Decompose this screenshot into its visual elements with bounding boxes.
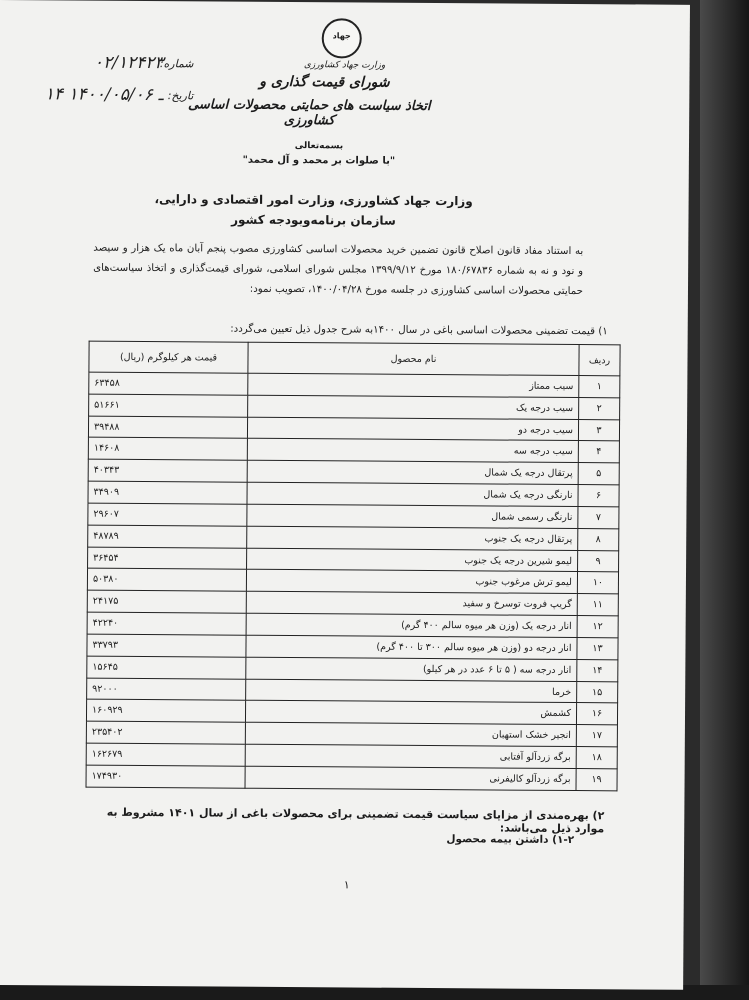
product-name: سیب درجه سه [247,439,578,463]
header-row-number: ردیف [579,345,620,376]
ministry-name: وزارت جهاد کشاورزی [303,60,386,71]
item2-1-paragraph: ۱-۲) داشتن بیمه محصول [446,833,575,847]
product-name: انار درجه یک (وزن هر میوه سالم ۴۰۰ گرم) [246,613,577,637]
row-number: ۱۰ [577,572,618,594]
product-price: ۴۰۳۴۳ [88,459,247,482]
salavat: "با صلوات بر محمد و آل محمد" [242,154,396,167]
row-number: ۱۳ [577,637,618,659]
product-price: ۹۲۰۰۰ [87,678,246,701]
product-name: لیمو ترش مرغوب جنوب [246,570,577,594]
product-price: ۱۶۰۹۲۹ [86,700,245,723]
product-name: برگه زردآلو کالیفرنی [245,766,576,790]
table-header-row [89,341,620,376]
row-number: ۱۴ [577,659,618,681]
item1-heading: ۱) قیمت تضمینی محصولات اساسی باغی در سال ۱۴۰۰به شرح جدول ذیل تعیین می‌گردد: [230,323,608,338]
reference-block [43,52,194,121]
page-number: ۱ [343,878,350,892]
row-number: ۱۹ [576,768,617,790]
product-name: پرتقال درجه یک شمال [247,461,578,485]
product-price: ۱۶۲۶۷۹ [86,743,245,766]
product-price: ۳۹۴۸۸ [88,416,247,439]
row-number: ۱۱ [577,594,618,616]
product-name: پرتقال درجه یک جنوب [247,526,578,550]
date-row [43,84,194,121]
row-number: ۱۷ [576,725,617,747]
product-price: ۳۳۷۹۳ [87,634,246,657]
date-value: ۱۴ ـ ۱۴۰۰/۰۵/۰۶ [44,84,164,106]
row-number: ۱۶ [576,703,617,725]
council-title-line1: شورای قیمت گذاری و [259,73,390,91]
row-number: ۲ [579,397,620,419]
row-number: ۶ [578,485,619,507]
addressee [138,189,488,231]
product-name: سیب درجه دو [247,417,578,441]
product-name: لیمو شیرین درجه یک جنوب [247,548,578,572]
council-title-line2: اتخاذ سیاست های حمایتی محصولات اساسی کشاورزی [187,97,431,129]
product-price: ۱۴۶۰۸ [88,438,247,461]
row-number: ۱۲ [577,616,618,638]
product-name: سیب درجه یک [248,395,579,419]
logo-text: جهاد [332,31,351,41]
product-name: نارنگی درجه یک شمال [247,482,578,506]
product-price: ۳۴۹۰۹ [88,481,247,504]
table-row [86,765,617,791]
price-table [86,341,621,792]
body-paragraph: به استناد مفاد قانون اصلاح قانون تضمین خرید محصولات اساسی کشاورزی مصوب پنجم آبان ماه یک هزار و سیصد و نود و نه به شماره ۱۸۰/۶۷۸۳۶ مورخ ۱۳۹۹/۹/۱۲ مجلس شورای اسلامی، شورای قیمت‌گذاری و اتخاذ سیاست‌های حمایتی محصولات اساسی کشاورزی در جلسه مورخ ۱۴۰۰/۰۴/۲۸، تصویب نمود: [93,242,584,298]
product-name: خرما [246,679,577,703]
product-price: ۲۹۶۰۷ [88,503,247,526]
date-label: تاریخ: [167,89,194,103]
product-name: برگه زردآلو آفتابی [245,744,576,768]
product-name: سیب ممتاز [248,373,579,397]
row-number: ۹ [578,550,619,572]
number-value: ۰۲/۱۲۴۲۳ [93,52,164,74]
product-price: ۲۴۱۷۵ [87,590,246,613]
row-number: ۱۵ [577,681,618,703]
bismillah: بسمه‌تعالی [294,141,344,152]
product-price: ۵۱۶۶۱ [89,394,248,417]
background-shadow-right [700,0,749,1000]
number-label: شماره: [159,57,194,71]
row-number: ۵ [578,463,619,485]
product-price: ۴۲۲۴۰ [87,612,246,635]
addressee-line2: سازمان برنامه‌وبودجه کشور [231,212,396,228]
header-price: قیمت هر کیلوگرم (ریال) [89,341,248,373]
product-name: انار درجه سه ( ۵ تا ۶ عدد در هر کیلو) [246,657,577,681]
item2-paragraph: ۲) بهره‌مندی از مزایای سیاست قیمت تضمینی برای محصولات باغی از سال ۱۴۰۱ مشروط به موارد ذیل می‌باشد: [106,805,605,836]
row-number: ۴ [578,441,619,463]
product-name: انجیر خشک استهبان [245,722,576,746]
product-price: ۶۳۴۵۸ [89,372,248,395]
row-number: ۸ [578,528,619,550]
product-price: ۳۶۴۵۴ [88,547,247,570]
addressee-line1: وزارت جهاد کشاورزی، وزارت امور اقتصادی و دارایی، [154,192,473,209]
product-price: ۱۷۴۹۳۰ [86,765,245,788]
product-name: کشمش [245,701,576,725]
row-number: ۱ [579,376,620,398]
product-price: ۲۳۵۴۰۲ [86,721,245,744]
row-number: ۱۸ [576,747,617,769]
product-price: ۴۸۷۸۹ [88,525,247,548]
product-name: نارنگی رسمی شمال [247,504,578,528]
ministry-logo-icon [322,18,362,58]
product-name: انار درجه دو (وزن هر میوه سالم ۳۰۰ تا ۴۰۰ گرم) [246,635,577,659]
product-name: گریپ فروت توسرخ و سفید [246,592,577,616]
product-price: ۵۰۳۸۰ [87,569,246,592]
header-product-name: نام محصول [248,342,579,375]
row-number: ۳ [578,419,619,441]
row-number: ۷ [578,507,619,529]
product-price: ۱۵۶۴۵ [87,656,246,679]
